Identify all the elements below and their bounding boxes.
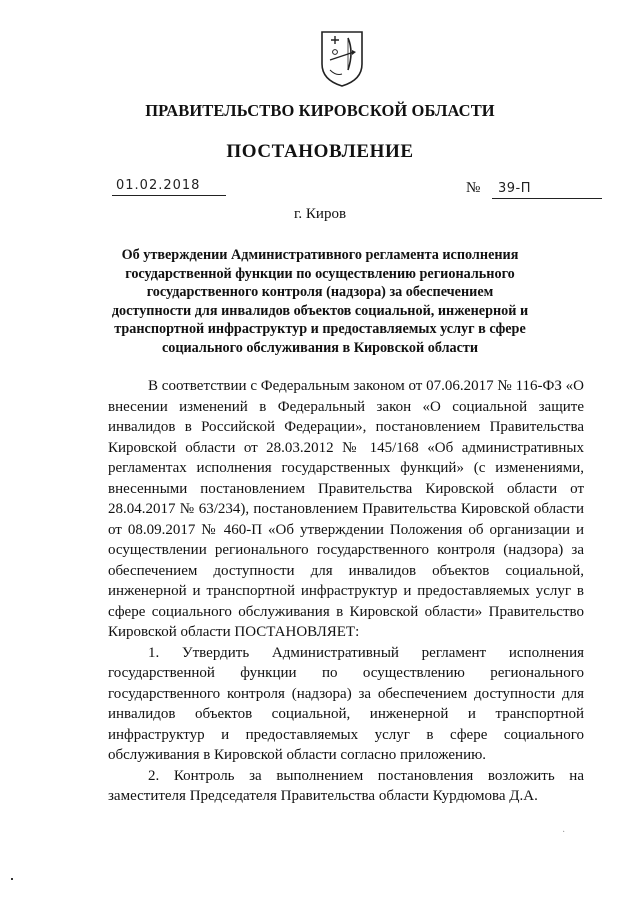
number-label: № [466, 180, 481, 196]
document-type: ПОСТАНОВЛЕНИЕ [226, 141, 414, 162]
preamble-paragraph: В соответствии с Федеральным законом от 07.06.2017 № 116-ФЗ «О внесении изменений в Федеральный закон «О социальной защите инвалидов в Российской Федерации», постановлением Правительства Кировской области от 28.03.2012 № 145/168 «Об административных регламентах исполнения государственных функций» (с изменениями, внесенными постановлением Правительства Кировской области от 28.04.2017 № 63/234), постановлением Правительства Кировской области от 08.09.2017 № 460-П «Об утверждении Положения об организации и осуществлении регионального государственного контроля (надзора) за обеспечением доступности для инвалидов объектов социальной, инженерной и транспортной инфраструктур и предоставляемых услуг в сфере социального обслуживания в Кировской области» Правительство Кировской области ПОСТАНОВЛЯЕТ: [108, 378, 584, 640]
number-value: 39-П [492, 180, 602, 199]
document-body [108, 376, 584, 807]
document-number [466, 179, 602, 199]
government-title: ПРАВИТЕЛЬСТВО КИРОВСКОЙ ОБЛАСТИ [145, 101, 495, 120]
document-heading: Об утверждении Административного регламента исполнения государственной функции по осуществлению регионального государственного контроля (надзора) за обеспечением доступности для инвалидов объектов социальной, инженерной и транспортной инфраструктур и предоставляемых услуг в сфере социального обслуживания в Кировской области [111, 247, 529, 356]
city: г. Киров [293, 206, 347, 222]
scan-mark [11, 878, 13, 880]
document-date: 01.02.2018 [112, 177, 226, 196]
item-1-paragraph: 1. Утвердить Административный регламент исполнения государственной функции по осуществлению регионального государственного контроля (надзора) за обеспечением доступности для инвалидов объектов социальной, инженерной и транспортной инфраструктур и предоставляемых услуг в сфере социального обслуживания в Кировской области согласно приложению. [108, 644, 584, 763]
item-2-paragraph: 2. Контроль за выполнением постановления возложить на заместителя Председателя Правительства области Курдюмова Д.А. [108, 767, 584, 804]
coat-of-arms-icon [318, 30, 366, 88]
scan-artifact: · [562, 827, 569, 838]
